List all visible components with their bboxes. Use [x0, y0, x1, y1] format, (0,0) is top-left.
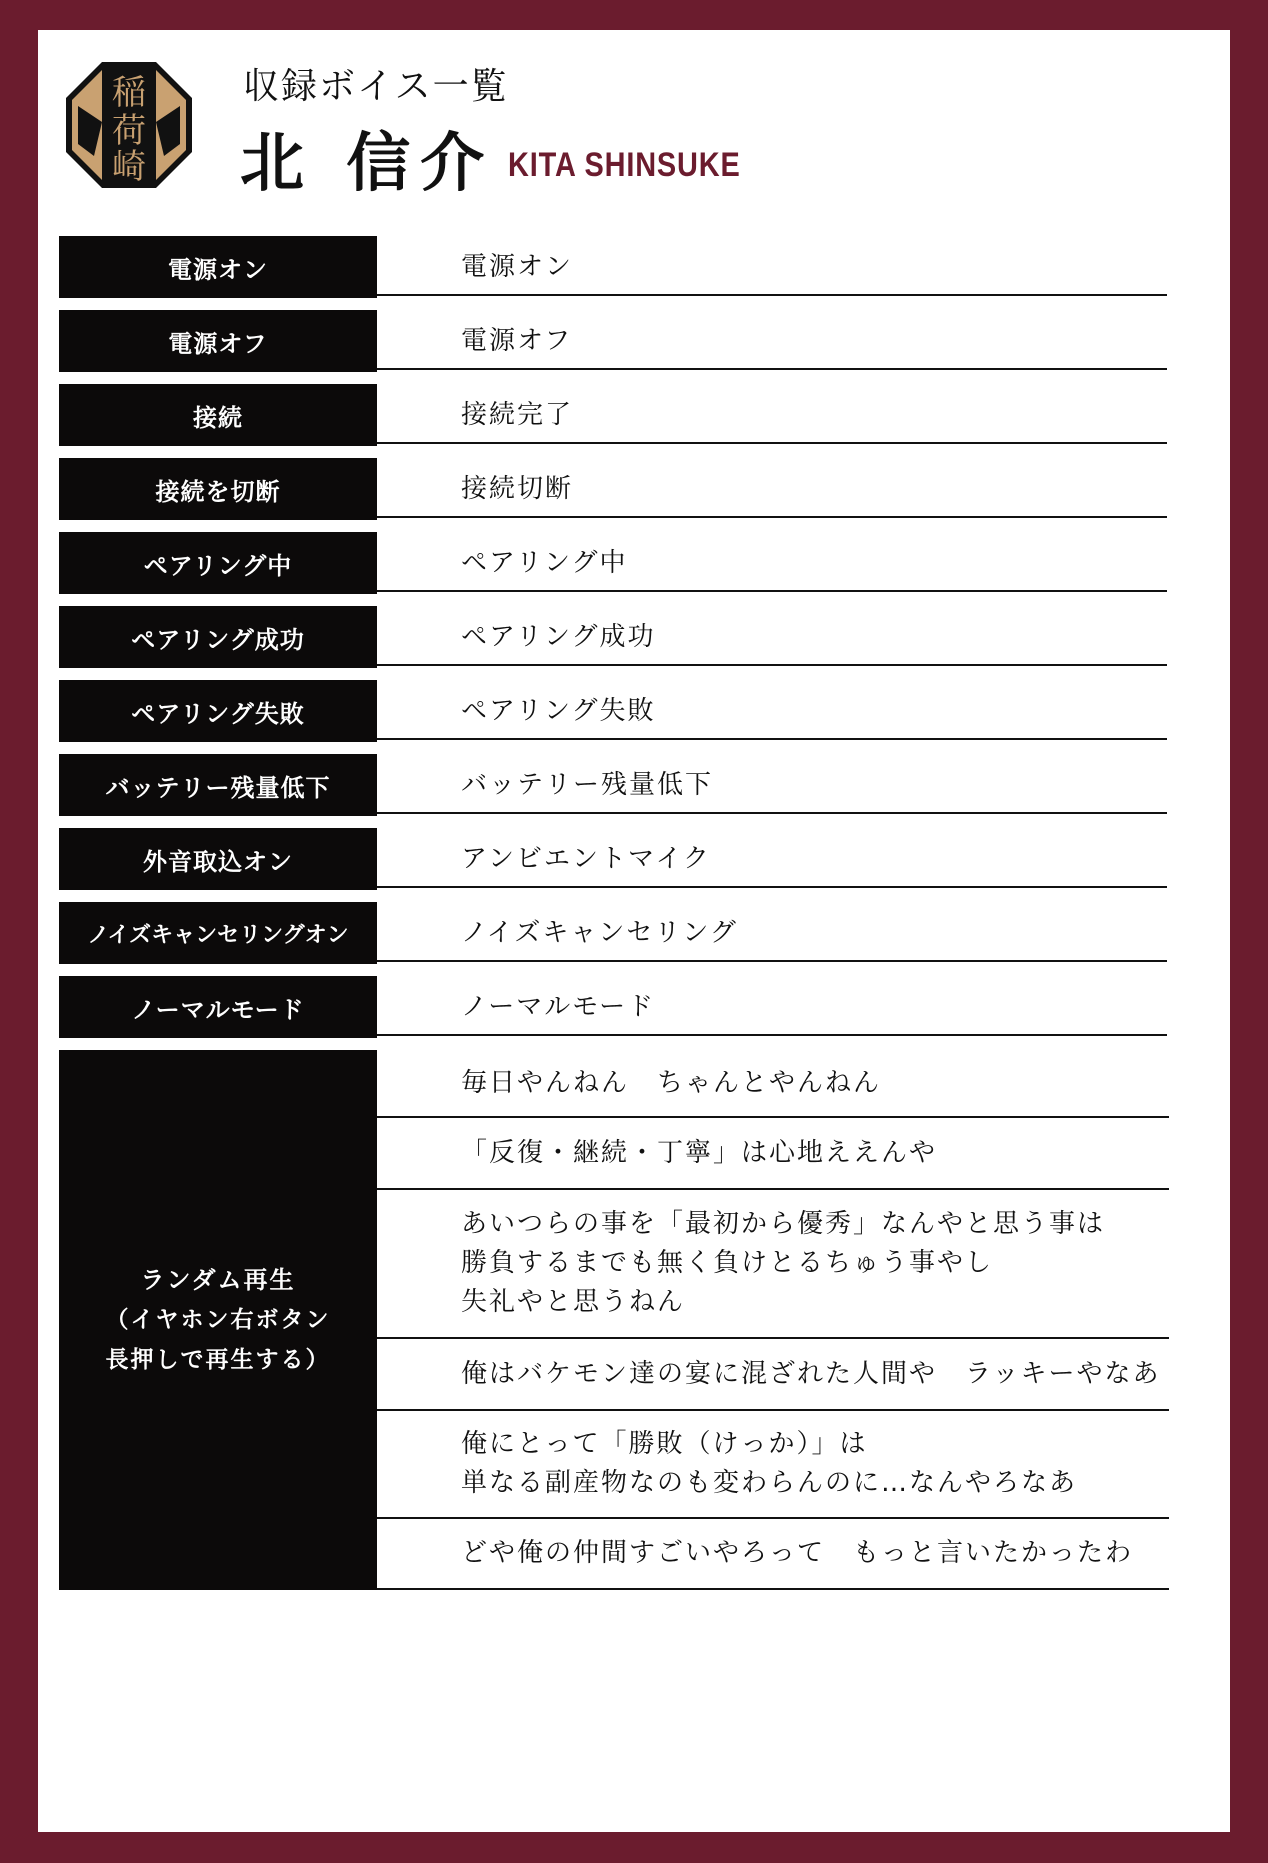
random-voice-line — [377, 1050, 1169, 1118]
random-voice-line — [377, 1118, 1169, 1190]
random-note-line-1: （イヤホン右ボタン — [105, 1307, 331, 1333]
row-value: 接続切断 — [377, 458, 1167, 518]
voice-text: 勝負するまでも無く負けとるちゅう事やし — [461, 1248, 994, 1278]
row-label: 電源オン — [59, 236, 377, 298]
voice-row — [59, 532, 1167, 594]
row-label: ペアリング成功 — [59, 606, 377, 668]
row-label: ノイズキャンセリングオン — [59, 902, 377, 964]
row-value: ノイズキャンセリング — [377, 902, 1167, 962]
random-label — [59, 1050, 377, 1590]
voice-row — [59, 754, 1167, 816]
voice-row — [59, 384, 1167, 446]
random-voice-line — [377, 1411, 1169, 1519]
random-voice-line — [377, 1190, 1169, 1339]
page-subtitle: 収録ボイス一覧 — [243, 66, 509, 107]
random-voice-line — [377, 1339, 1169, 1411]
row-value: ペアリング成功 — [377, 606, 1167, 666]
voice-row — [59, 828, 1167, 890]
row-value: ペアリング失敗 — [377, 680, 1167, 740]
voice-text: 「反復・継続・丁寧」は心地ええんや — [461, 1137, 938, 1168]
character-romaji: KITA SHINSUKE — [508, 146, 741, 184]
voice-row — [59, 606, 1167, 668]
inarizaki-logo — [64, 60, 194, 190]
row-label: ペアリング中 — [59, 532, 377, 594]
character-name: 北 信介 — [240, 127, 495, 201]
row-label: ノーマルモード — [59, 976, 377, 1038]
row-value: 電源オフ — [377, 310, 1167, 370]
row-value: 接続完了 — [377, 384, 1167, 444]
row-value: ノーマルモード — [377, 976, 1167, 1036]
voice-text: 単なる副産物なのも変わらんのに…なんやろなあ — [461, 1468, 1078, 1498]
random-voice-line — [377, 1519, 1169, 1590]
voice-text: あいつらの事を「最初から優秀」なんやと思う事は — [461, 1209, 1106, 1239]
random-title: ランダム再生 — [140, 1266, 296, 1294]
voice-text: 俺にとって「勝敗（けっか）」は — [461, 1429, 868, 1459]
row-label: 接続を切断 — [59, 458, 377, 520]
voice-row — [59, 458, 1167, 520]
voice-text: 俺はバケモン達の宴に混ざれた人間や ラッキーやなあ — [461, 1358, 1161, 1389]
random-note-line-2: 長押しで再生する） — [105, 1347, 331, 1373]
logo-char-1: 稲 — [112, 73, 146, 113]
voice-text: 毎日やんねん ちゃんとやんねん — [461, 1067, 882, 1098]
voice-row — [59, 680, 1167, 742]
voice-row — [59, 976, 1167, 1038]
voice-text: どや俺の仲間すごいやろって もっと言いたかったわ — [461, 1538, 1134, 1568]
row-label: 接続 — [59, 384, 377, 446]
row-label: バッテリー残量低下 — [59, 754, 377, 816]
row-value: 電源オン — [377, 236, 1167, 296]
voice-table — [59, 236, 1167, 1590]
voice-text: 失礼やと思うねん — [461, 1287, 686, 1317]
voice-row — [59, 236, 1167, 298]
row-value: ペアリング中 — [377, 532, 1167, 592]
logo-char-3: 崎 — [112, 147, 146, 187]
row-value: バッテリー残量低下 — [377, 754, 1167, 814]
random-voice-list — [377, 1050, 1169, 1590]
logo-char-2: 荷 — [112, 111, 146, 151]
row-label: ペアリング失敗 — [59, 680, 377, 742]
row-label: 電源オフ — [59, 310, 377, 372]
voice-row — [59, 902, 1167, 964]
random-playback-section — [59, 1050, 1167, 1590]
voice-row — [59, 310, 1167, 372]
row-label: 外音取込オン — [59, 828, 377, 890]
row-value: アンビエントマイク — [377, 828, 1167, 888]
